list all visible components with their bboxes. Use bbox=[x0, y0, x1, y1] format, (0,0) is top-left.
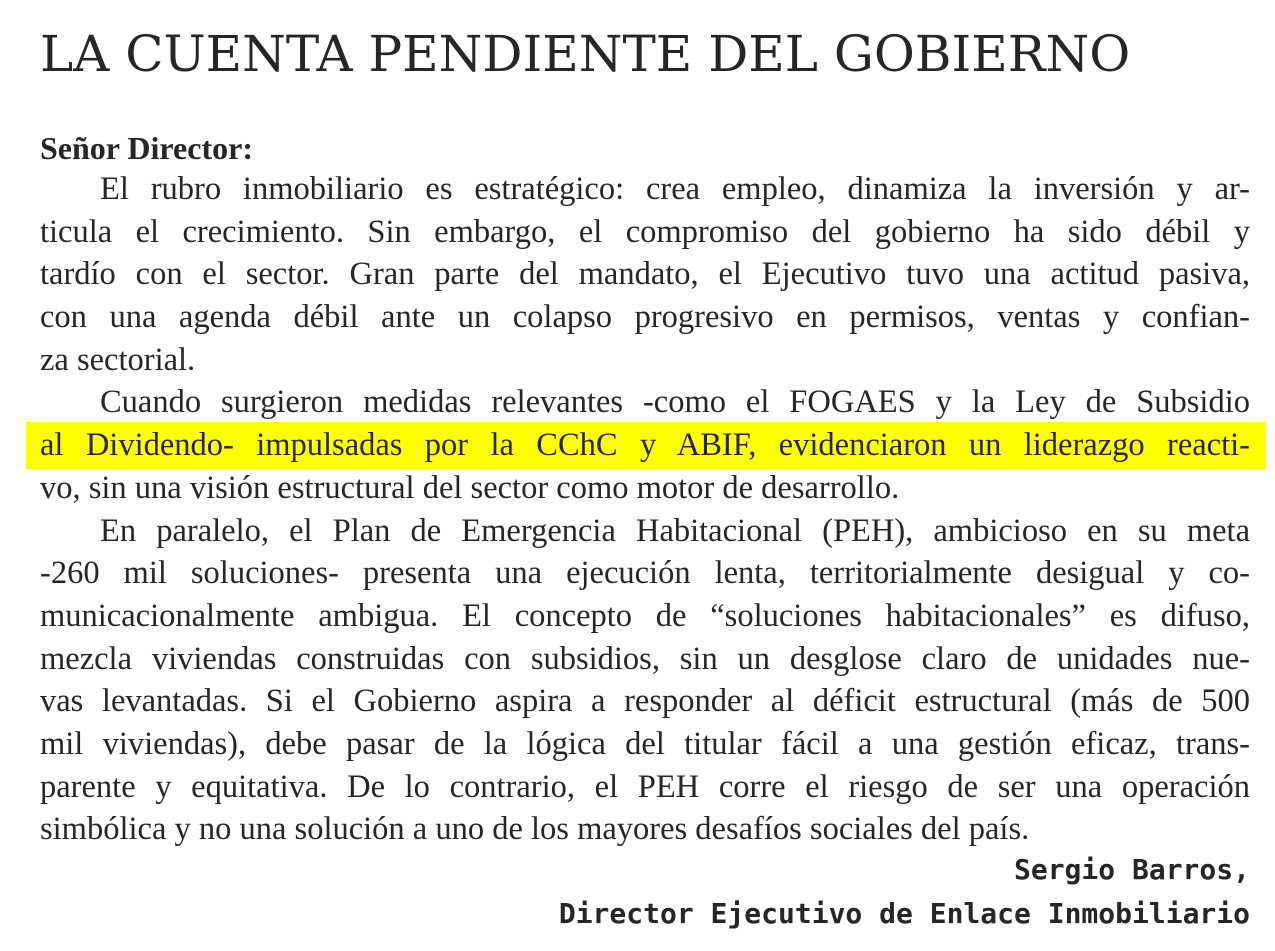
letter-body bbox=[40, 168, 1250, 851]
body-line: ticula el crecimiento. Sin embargo, el compromiso del gobierno ha sido débil y bbox=[40, 213, 1250, 250]
body-line: El rubro inmobiliario es estratégico: crea empleo, dinamiza la inversión y ar- bbox=[100, 171, 1250, 207]
signature-name: Sergio Barros, bbox=[1013, 853, 1250, 886]
signature-role: Director Ejecutivo de Enlace Inmobiliario bbox=[558, 897, 1250, 930]
body-line: simbólica y no una solución a uno de los mayores desafíos sociales del país. bbox=[40, 811, 1030, 848]
body-line: con una agenda débil ante un colapso progresivo en permisos, ventas y confian- bbox=[40, 299, 1250, 336]
salutation: Señor Director: bbox=[40, 130, 253, 166]
body-line: municacionalmente ambigua. El concepto de “soluciones habitacionales” es difuso, bbox=[40, 597, 1250, 634]
letter bbox=[40, 0, 1250, 951]
signature bbox=[559, 848, 1250, 936]
body-line: -260 mil soluciones- presenta una ejecución lenta, territorialmente desigual y co- bbox=[40, 555, 1250, 592]
body-line: vo, sin una visión estructural del sector como motor de desarrollo. bbox=[40, 469, 900, 506]
body-line: parente y equitativa. De lo contrario, el PEH corre el riesgo de ser una operación bbox=[40, 768, 1250, 805]
letter-title: LA CUENTA PENDIENTE DEL GOBIERNO bbox=[40, 25, 1131, 83]
highlighted-line: al Dividendo- impulsadas por la CChC y ABIF, evidenciaron un liderazgo reacti- bbox=[40, 424, 1250, 467]
body-line: vas levantadas. Si el Gobierno aspira a responder al déficit estructural (más de 500 bbox=[40, 683, 1250, 720]
body-line: Cuando surgieron medidas relevantes -como el FOGAES y la Ley de Subsidio bbox=[100, 384, 1250, 421]
body-line: En paralelo, el Plan de Emergencia Habitacional (PEH), ambicioso en su meta bbox=[100, 512, 1250, 549]
body-line: tardío con el sector. Gran parte del mandato, el Ejecutivo tuvo una actitud pasiva, bbox=[40, 256, 1250, 293]
body-line: za sectorial. bbox=[40, 341, 196, 378]
body-line: mil viviendas), debe pasar de la lógica del titular fácil a una gestión eficaz, trans- bbox=[40, 725, 1250, 762]
body-line: mezcla viviendas construidas con subsidios, sin un desglose claro de unidades nue- bbox=[40, 640, 1250, 677]
